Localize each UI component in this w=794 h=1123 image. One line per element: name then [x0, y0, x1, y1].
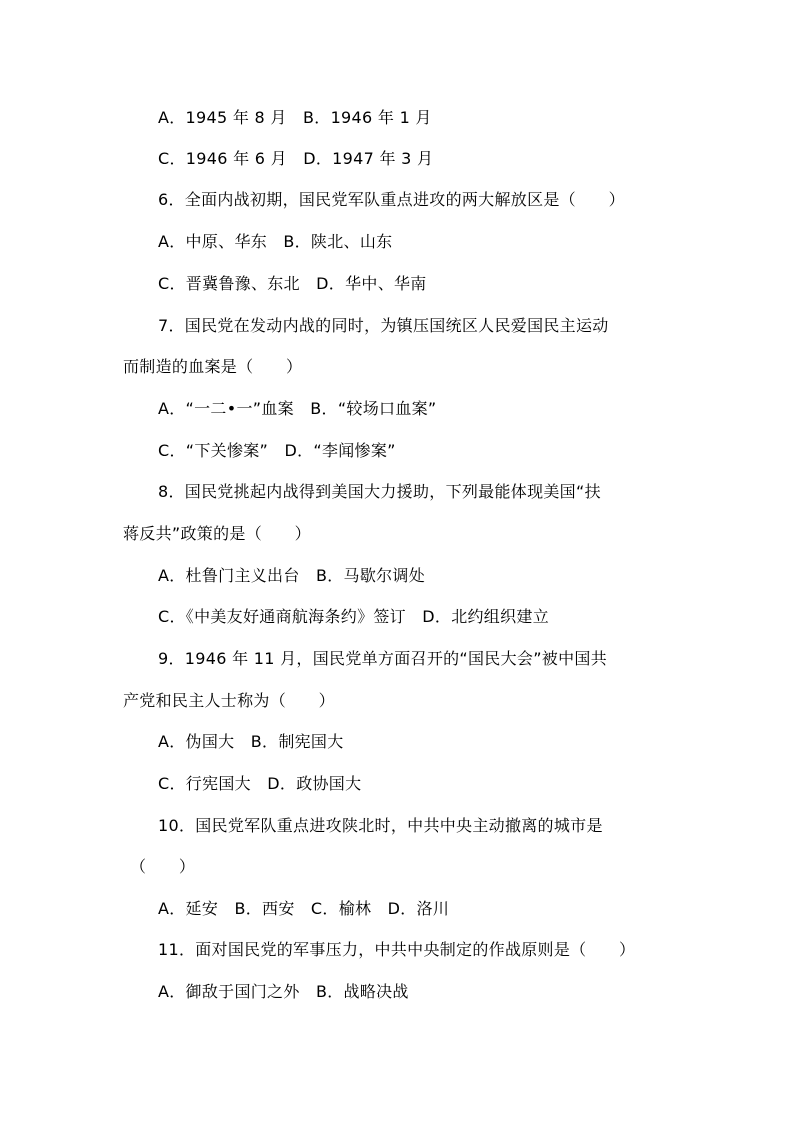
- q5-options-cd: C．1946 年 6 月 D．1947 年 3 月: [158, 149, 434, 168]
- q10-options: A．延安 B．西安 C．榆林 D．洛川: [158, 899, 450, 918]
- q6-options-ab: A．中原、华东 B．陕北、山东: [158, 232, 393, 251]
- q9-options-ab: A．伪国大 B．制宪国大: [158, 732, 344, 751]
- q7-options-cd: C．“下关惨案” D．“李闻惨案”: [158, 441, 396, 460]
- q6-options-cd: C．晋冀鲁豫、东北 D．华中、华南: [158, 274, 427, 293]
- q7-options-ab: A．“一二•一”血案 B．“较场口血案”: [158, 399, 437, 418]
- question-6: 6．全面内战初期，国民党军队重点进攻的两大解放区是（ ）: [158, 190, 625, 209]
- q5-options-ab: A．1945 年 8 月 B．1946 年 1 月: [158, 108, 432, 127]
- question-8-cont: 蒋反共”政策的是（ ）: [123, 524, 311, 543]
- question-7-cont: 而制造的血案是（ ）: [123, 357, 303, 376]
- q8-options-cd: C．《中美友好通商航海条约》签订 D．北约组织建立: [158, 607, 549, 626]
- question-9: 9．1946 年 11 月，国民党单方面召开的“国民大会”被中国共: [158, 649, 607, 668]
- question-10-cont: （ ）: [130, 857, 196, 876]
- question-11: 11．面对国民党的军事压力，中共中央制定的作战原则是（ ）: [158, 940, 636, 959]
- q11-options-ab: A．御敌于国门之外 B．战略决战: [158, 982, 409, 1001]
- question-9-cont: 产党和民主人士称为（ ）: [123, 691, 335, 710]
- question-8: 8．国民党挑起内战得到美国大力援助，下列最能体现美国“扶: [158, 482, 601, 501]
- question-10: 10．国民党军队重点进攻陕北时，中共中央主动撤离的城市是: [158, 816, 603, 835]
- q8-options-ab: A．杜鲁门主义出台 B．马歇尔调处: [158, 566, 426, 585]
- q9-options-cd: C．行宪国大 D．政协国大: [158, 774, 362, 793]
- question-7: 7．国民党在发动内战的同时，为镇压国统区人民爱国民主运动: [158, 316, 609, 335]
